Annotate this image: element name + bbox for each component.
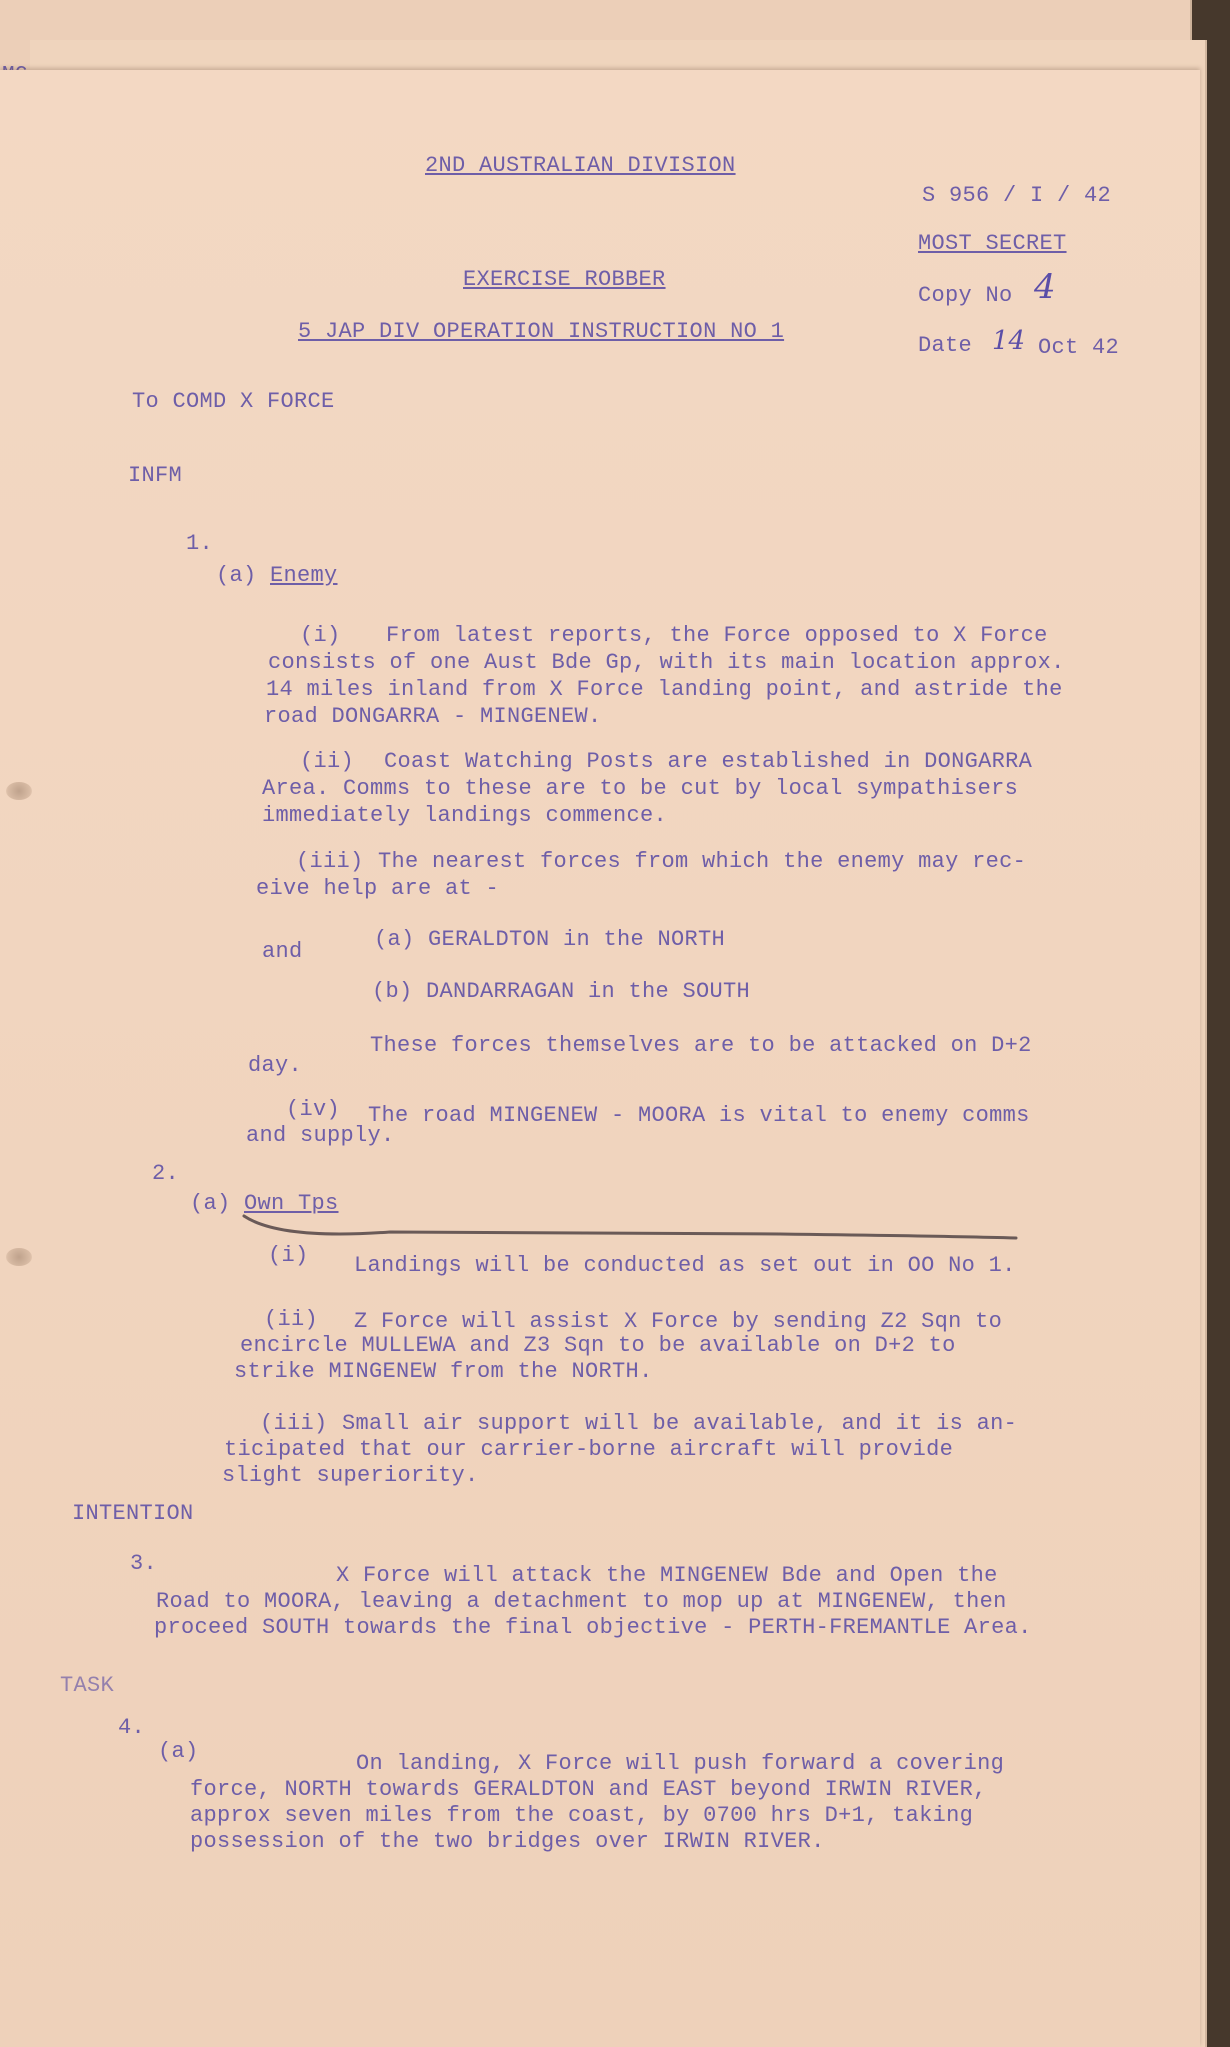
pencil-underline-mark <box>240 1206 1020 1246</box>
para-1-iii-a: (a) GERALDTON in the NORTH <box>374 927 726 952</box>
para-1-iv-line-2: and supply. <box>246 1123 395 1148</box>
para-1-i-line-3: 14 miles inland from X Force landing point, and astride the <box>266 677 1063 702</box>
copy-number-handwritten: 4 <box>1034 267 1056 307</box>
para-3-number: 3. <box>130 1551 158 1576</box>
para-1-sub-a: (a) <box>216 563 257 588</box>
date-day-handwritten: 14 <box>992 326 1026 356</box>
para-2-number: 2. <box>152 1161 180 1186</box>
copy-label: Copy No <box>918 283 1013 308</box>
addressee: To COMD X FORCE <box>132 389 335 414</box>
para-2-sub-a: (a) <box>190 1191 231 1216</box>
date-month-year: Oct 42 <box>1038 335 1120 360</box>
para-2-heading: Own Tps <box>244 1191 339 1216</box>
para-2-iii-line-1: Small air support will be available, and it is an- <box>342 1411 1018 1436</box>
para-4-line-2: force, NORTH towards GERALDTON and EAST beyond IRWIN RIVER, <box>190 1777 987 1802</box>
para-1-iii-tail-2: day. <box>248 1053 303 1078</box>
para-1-iii-number: (iii) <box>296 849 364 874</box>
para-1-ii-line-1: Coast Watching Posts are established in DONGARRA <box>384 749 1033 774</box>
para-4-line-1: On landing, X Force will push forward a covering <box>356 1751 1005 1776</box>
para-2-i-line: Landings will be conducted as set out in OO No 1. <box>354 1253 1016 1278</box>
para-1-iii-line-2: eive help are at - <box>256 876 500 901</box>
para-2-ii-line-2: encircle MULLEWA and Z3 Sqn to be available on D+2 to <box>240 1333 956 1358</box>
para-1-iii-line-1: The nearest forces from which the enemy may rec- <box>378 849 1027 874</box>
para-1-i-line-4: road DONGARRA - MINGENEW. <box>264 704 602 729</box>
punch-hole-bottom <box>6 1248 32 1266</box>
instruction-title: 5 JAP DIV OPERATION INSTRUCTION NO 1 <box>298 319 785 344</box>
para-1-ii-line-2: Area. Comms to these are to be cut by local sympathisers <box>262 776 1019 801</box>
section-infm: INFM <box>128 463 183 488</box>
para-1-number: 1. <box>186 531 214 556</box>
para-4-line-3: approx seven miles from the coast, by 0700 hrs D+1, taking <box>190 1803 974 1828</box>
para-1-iv-line-1: The road MINGENEW - MOORA is vital to enemy comms <box>368 1103 1030 1128</box>
para-1-and: and <box>262 939 303 964</box>
para-4-sub-a: (a) <box>158 1739 199 1764</box>
para-1-ii-line-3: immediately landings commence. <box>262 803 668 828</box>
para-2-ii-line-1: Z Force will assist X Force by sending Z2 Sqn to <box>354 1309 1003 1334</box>
classification: MOST SECRET <box>918 231 1067 256</box>
para-4-number: 4. <box>118 1715 146 1740</box>
para-1-heading: Enemy <box>270 563 338 588</box>
para-3-line-2: Road to MOORA, leaving a detachment to mop up at MINGENEW, then <box>156 1589 1007 1614</box>
exercise-title: EXERCISE ROBBER <box>463 267 666 292</box>
section-intention: INTENTION <box>72 1501 194 1526</box>
para-2-ii-line-3: strike MINGENEW from the NORTH. <box>234 1359 653 1384</box>
para-2-ii-number: (ii) <box>264 1307 319 1332</box>
para-2-iii-number: (iii) <box>260 1411 328 1436</box>
para-1-iii-tail-1: These forces themselves are to be attacked on D+2 <box>370 1033 1032 1058</box>
para-1-i-number: (i) <box>300 623 341 648</box>
para-1-iv-number: (iv) <box>286 1097 341 1122</box>
para-3-line-1: X Force will attack the MINGENEW Bde and Open the <box>336 1563 998 1588</box>
para-2-iii-line-2: ticipated that our carrier-borne aircraft will provide <box>224 1437 954 1462</box>
date-label: Date <box>918 333 973 358</box>
section-task: TASK <box>60 1673 115 1698</box>
file-number: S 956 / I / 42 <box>922 183 1112 208</box>
punch-hole-top <box>6 782 32 800</box>
para-2-iii-line-3: slight superiority. <box>222 1463 479 1488</box>
para-3-line-3: proceed SOUTH towards the final objective - PERTH-FREMANTLE Area. <box>154 1615 1032 1640</box>
para-1-i-line-2: consists of one Aust Bde Gp, with its main location approx. <box>268 650 1065 675</box>
para-1-ii-number: (ii) <box>300 749 355 774</box>
document-page <box>0 70 1200 2047</box>
para-1-iii-b: (b) DANDARRAGAN in the SOUTH <box>372 979 751 1004</box>
para-2-i-number: (i) <box>268 1243 309 1268</box>
para-4-line-4: possession of the two bridges over IRWIN RIVER. <box>190 1829 825 1854</box>
para-1-i-line-1: From latest reports, the Force opposed to X Force <box>386 623 1048 648</box>
division-heading: 2ND AUSTRALIAN DIVISION <box>425 153 736 178</box>
